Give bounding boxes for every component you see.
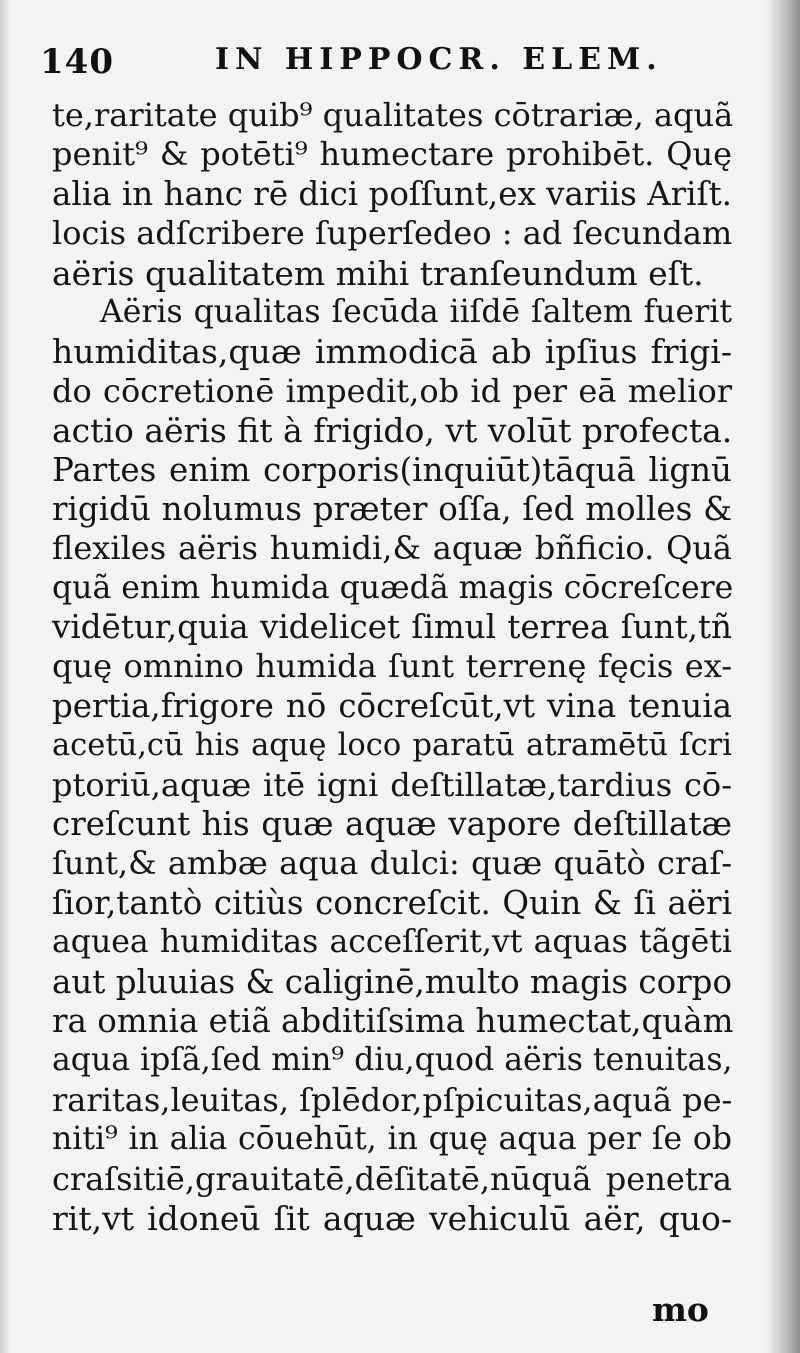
scan-shadow-right (766, 0, 800, 1353)
text-line: ptoriū,aquæ itē igni deſtillatæ,tardius cō- (52, 765, 732, 804)
text-line: flexiles aëris humidi,& aquæ bñficio. Quã (52, 529, 732, 568)
text-line: penit⁹ & potēti⁹ humectare prohibēt. Quę (52, 135, 732, 174)
text-line: craſsitiē,grauitatē,dēſitatē,nūquã penetra (52, 1159, 732, 1198)
text-line: aëris qualitatem mihi tranſeundum eſt. (52, 253, 704, 293)
page-header (40, 38, 740, 88)
catchword: mo (652, 1290, 709, 1329)
text-line: ſior,tantò citiùs concreſcit. Quin & ſi aëri (52, 883, 732, 922)
text-line: locis adſcribere ſuperſedeo : ad ſecundam (52, 214, 733, 253)
text-line: te,raritate quib⁹ qualitates cōtrariæ, aquã (52, 96, 734, 134)
text-line: aqua ipſã,ſed min⁹ diu,quod aëris tenuitas, (52, 1042, 733, 1079)
text-line: raritas,leuitas, ſplēdor,pſpicuitas,aquã pe- (52, 1080, 733, 1119)
text-line: niti⁹ in alia cōuehūt, in quę aqua per ſe ob (52, 1121, 732, 1158)
text-line: alia in hanc rē dici poſſunt,ex variis Ariſt. (52, 174, 732, 213)
text-line: ra omnia etiã abditiſsima humectat,quàm (52, 1001, 734, 1040)
text-line: Aëris qualitas ſecūda iiſdē ſaltem fuerit (100, 293, 732, 330)
text-line: vidētur,quia videlicet ſimul terrea ſunt,tñ (52, 608, 732, 647)
text-line: rit,vt idoneū ſit aquæ vehiculū aër, quo- (52, 1198, 732, 1238)
text-line: actio aëris fit à frigido, vt volūt profecta. (52, 411, 733, 451)
text-line: aquea humiditas acceſſerit,vt aquas tãgēti (52, 924, 732, 961)
text-line: Partes enim corporis(inquiūt)tāquā lignū (52, 450, 732, 489)
text-line: acetū,cū his aquę loco paratū atramētū ſcri (52, 728, 732, 764)
text-line: humiditas,quæ immodicā ab ipſius frigi- (52, 332, 732, 372)
text-line: quã enim humida quædã magis cōcreſcere (52, 569, 734, 606)
text-line: creſcunt his quæ aquæ vapore deſtillatæ (52, 805, 732, 844)
text-line: aut pluuias & caliginē,multo magis corpo (52, 962, 733, 1001)
running-head: IN HIPPOCR. ELEM. (215, 42, 663, 77)
text-line: ſunt,& ambæ aqua dulci: quæ quātò craſ- (52, 844, 732, 883)
scan-shadow-left (0, 0, 10, 1353)
page-number: 140 (40, 42, 114, 82)
text-line: rigidū nolumus præter oſſa, ſed molles & (52, 489, 732, 528)
text-line: pertia,frigore nō cōcreſcūt,vt vina tenuia (52, 686, 732, 725)
text-line: do cōcretionē impedit,ob id per eā melior (52, 371, 732, 410)
body-text (52, 96, 732, 1238)
text-line: quę omnino humida ſunt terrenę fęcis ex- (52, 647, 732, 686)
